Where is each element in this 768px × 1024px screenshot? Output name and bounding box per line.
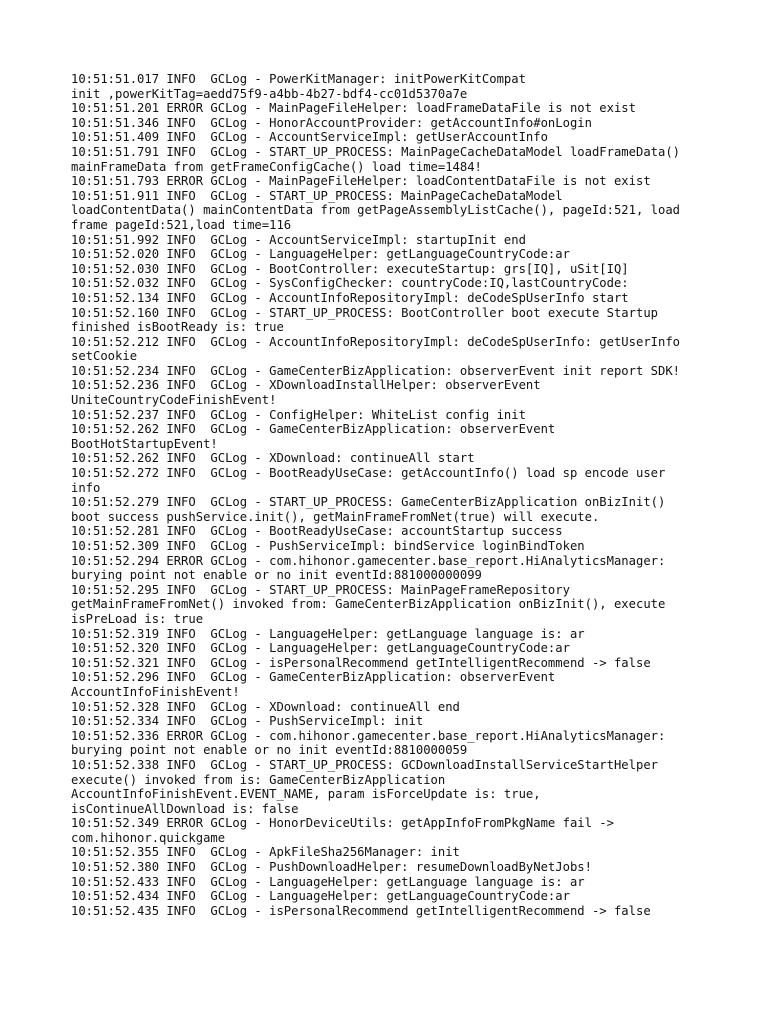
log-line: setCookie xyxy=(71,349,138,364)
log-line: 10:51:51.791 INFO GCLog - START_UP_PROCESS: MainPageCacheDataModel loadFrameData() xyxy=(71,144,681,159)
log-line: 10:51:51.017 INFO GCLog - PowerKitManager: initPowerKitCompat xyxy=(71,72,526,86)
log-line: 10:51:52.020 INFO GCLog - LanguageHelper: getLanguageCountryCode:ar xyxy=(71,247,570,262)
log-line: burying point not enable or no init eventId:881000000099 xyxy=(71,568,482,583)
log-line: 10:51:52.030 INFO GCLog - BootController: executeStartup: grs[IQ], uSit[IQ] xyxy=(71,261,629,276)
log-line: 10:51:52.236 INFO GCLog - XDownloadInstallHelper: observerEvent xyxy=(71,378,541,393)
log-line: AccountInfoFinishEvent.EVENT_NAME, param isForceUpdate is: true, xyxy=(71,787,541,802)
log-line: 10:51:52.380 INFO GCLog - PushDownloadHelper: resumeDownloadByNetJobs! xyxy=(71,860,592,875)
log-line: 10:51:52.320 INFO GCLog - LanguageHelper: getLanguageCountryCode:ar xyxy=(71,641,570,656)
log-line: 10:51:52.338 INFO GCLog - START_UP_PROCESS: GCDownloadInstallServiceStartHelper xyxy=(71,757,658,772)
log-line: 10:51:52.212 INFO GCLog - AccountInfoRepositoryImpl: deCodeSpUserInfo: getUserInfo xyxy=(71,334,681,349)
log-line: 10:51:52.336 ERROR GCLog - com.hihonor.gamecenter.base_report.HiAnalyticsManager: xyxy=(71,728,666,743)
log-line: isPreLoad is: true xyxy=(71,611,204,626)
log-line: 10:51:51.992 INFO GCLog - AccountServiceImpl: startupInit end xyxy=(71,232,526,247)
log-line: 10:51:52.262 INFO GCLog - XDownload: continueAll start xyxy=(71,451,475,466)
log-line: finished isBootReady is: true xyxy=(71,320,284,335)
log-line: 10:51:52.434 INFO GCLog - LanguageHelper: getLanguageCountryCode:ar xyxy=(71,889,570,904)
log-line: 10:51:51.911 INFO GCLog - START_UP_PROCESS: MainPageCacheDataModel xyxy=(71,188,563,203)
log-line: 10:51:51.793 ERROR GCLog - MainPageFileHelper: loadContentDataFile is not exist xyxy=(71,174,651,189)
log-line: mainFrameData from getFrameConfigCache() load time=1484! xyxy=(71,159,482,174)
log-line: boot success pushService.init(), getMainFrameFromNet(true) will execute. xyxy=(71,509,600,524)
log-line: 10:51:52.279 INFO GCLog - START_UP_PROCESS: GameCenterBizApplication onBizInit() xyxy=(71,495,666,510)
log-line: info xyxy=(71,480,101,495)
log-line: 10:51:52.349 ERROR GCLog - HonorDeviceUtils: getAppInfoFromPkgName fail -> xyxy=(71,816,614,831)
log-line: BootHotStartupEvent! xyxy=(71,436,218,451)
log-line: 10:51:52.334 INFO GCLog - PushServiceImpl: init xyxy=(71,714,424,729)
log-line: UniteCountryCodeFinishEvent! xyxy=(71,393,277,408)
log-line: frame pageId:521,load time=116 xyxy=(71,217,292,232)
log-line: 10:51:52.309 INFO GCLog - PushServiceImpl: bindService loginBindToken xyxy=(71,539,585,553)
log-line: 10:51:52.328 INFO GCLog - XDownload: continueAll end xyxy=(71,699,460,714)
log-line: 10:51:51.346 INFO GCLog - HonorAccountProvider: getAccountInfo#onLogin xyxy=(71,115,592,130)
log-line: 10:51:52.319 INFO GCLog - LanguageHelper: getLanguage language is: ar xyxy=(71,626,585,641)
log-line: init ,powerKitTag=aedd75f9-a4bb-4b27-bdf4-cc01d5370a7e xyxy=(71,86,468,101)
log-line: 10:51:52.281 INFO GCLog - BootReadyUseCase: accountStartup success xyxy=(71,524,563,539)
log-line: 10:51:52.435 INFO GCLog - isPersonalRecommend getIntelligentRecommend -> false xyxy=(71,903,651,918)
log-line: 10:51:52.134 INFO GCLog - AccountInfoRepositoryImpl: deCodeSpUserInfo start xyxy=(71,290,629,305)
log-line: 10:51:52.294 ERROR GCLog - com.hihonor.gamecenter.base_report.HiAnalyticsManager: xyxy=(71,553,666,568)
log-line: 10:51:51.409 INFO GCLog - AccountServiceImpl: getUserAccountInfo xyxy=(71,130,548,145)
log-line: 10:51:52.355 INFO GCLog - ApkFileSha256Manager: init xyxy=(71,845,460,860)
log-line: 10:51:52.032 INFO GCLog - SysConfigChecker: countryCode:IQ,lastCountryCode: xyxy=(71,276,629,291)
log-line: execute() invoked from is: GameCenterBizApplication xyxy=(71,772,446,787)
log-line: loadContentData() mainContentData from getPageAssemblyListCache(), pageId:521, load xyxy=(71,203,681,218)
log-line: 10:51:52.433 INFO GCLog - LanguageHelper: getLanguage language is: ar xyxy=(71,874,585,889)
log-line: isContinueAllDownload is: false xyxy=(71,801,299,816)
log-line: 10:51:52.296 INFO GCLog - GameCenterBizApplication: observerEvent xyxy=(71,670,556,685)
log-line: com.hihonor.quickgame xyxy=(71,830,226,845)
log-line: 10:51:52.262 INFO GCLog - GameCenterBizApplication: observerEvent xyxy=(71,422,556,437)
log-line: 10:51:52.160 INFO GCLog - START_UP_PROCESS: BootController boot execute Startup xyxy=(71,305,658,320)
log-line: 10:51:51.201 ERROR GCLog - MainPageFileHelper: loadFrameDataFile is not exist xyxy=(71,101,636,116)
log-line: 10:51:52.272 INFO GCLog - BootReadyUseCase: getAccountInfo() load sp encode user xyxy=(71,466,666,481)
log-document xyxy=(71,72,711,918)
log-line: getMainFrameFromNet() invoked from: GameCenterBizApplication onBizInit(), execute xyxy=(71,597,666,612)
log-line: AccountInfoFinishEvent! xyxy=(71,684,240,699)
log-line: burying point not enable or no init eventId:8810000059 xyxy=(71,743,468,758)
log-line: 10:51:52.295 INFO GCLog - START_UP_PROCESS: MainPageFrameRepository xyxy=(71,582,570,597)
log-line: 10:51:52.237 INFO GCLog - ConfigHelper: WhiteList config init xyxy=(71,407,526,422)
log-line: 10:51:52.321 INFO GCLog - isPersonalRecommend getIntelligentRecommend -> false xyxy=(71,655,651,670)
log-line: 10:51:52.234 INFO GCLog - GameCenterBizApplication: observerEvent init report SDK! xyxy=(71,363,681,378)
